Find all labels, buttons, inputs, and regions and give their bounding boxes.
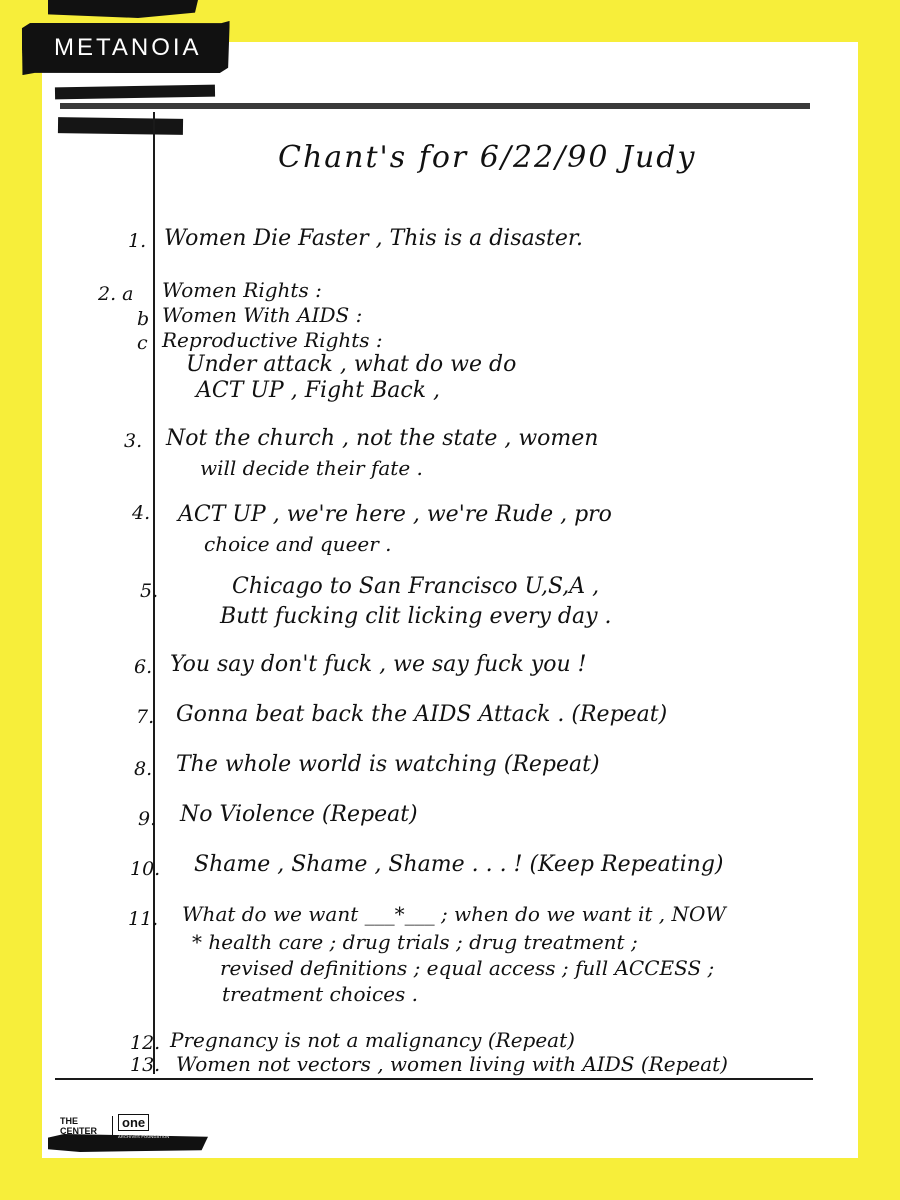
chant-line: Women Rights : — [162, 278, 322, 302]
brand-brush-stroke — [48, 0, 198, 18]
item-number: 11. — [128, 908, 159, 930]
chant-line: Not the church , not the state , women — [166, 426, 599, 451]
document-title: Chant's for 6/22/90 Judy — [278, 140, 697, 175]
chant-line: What do we want ___*___ ; when do we want it , NOW — [182, 902, 726, 926]
chant-line: Reproductive Rights : — [162, 328, 383, 352]
item-number: c — [137, 332, 148, 354]
chant-line: treatment choices . — [222, 982, 419, 1006]
chant-line: Women Die Faster , This is a disaster. — [164, 226, 583, 251]
item-number: 2. a — [98, 283, 134, 305]
item-number: 3. — [124, 430, 143, 452]
logo-center-text: THE CENTER — [60, 1116, 98, 1136]
chant-line: revised definitions ; equal access ; full ACCESS ; — [220, 956, 715, 980]
item-number: 10. — [130, 858, 161, 880]
chant-line: You say don't fuck , we say fuck you ! — [170, 652, 587, 677]
item-number: 12. — [130, 1032, 161, 1054]
chant-line: * health care ; drug trials ; drug treatment ; — [192, 930, 638, 954]
chant-line: Gonna beat back the AIDS Attack . (Repeat) — [176, 702, 668, 727]
bottom-rule — [55, 1078, 813, 1080]
chant-line: Chicago to San Francisco U,S,A , — [232, 574, 600, 599]
item-number: 7. — [136, 706, 155, 728]
document-page — [42, 42, 858, 1158]
chant-line: Pregnancy is not a malignancy (Repeat) — [170, 1028, 575, 1052]
logo-sub-text: ARCHIVES FOUNDATION — [118, 1134, 170, 1139]
chant-line: No Violence (Repeat) — [180, 802, 418, 827]
redaction-bar — [58, 117, 183, 135]
brand-name: METANOIA — [54, 34, 202, 61]
chant-line: Under attack , what do we do — [186, 352, 517, 377]
chant-line: ACT UP , we're here , we're Rude , pro — [178, 502, 612, 527]
footer-logo — [48, 1106, 208, 1162]
chant-line: ACT UP , Fight Back , — [196, 378, 441, 403]
item-number: 5. — [140, 580, 159, 602]
chant-line: will decide their fate . — [200, 456, 423, 480]
chant-line: Butt fucking clit licking every day . — [220, 604, 612, 629]
item-number: b — [137, 308, 150, 330]
item-number: 4. — [132, 502, 151, 524]
item-number: 8. — [134, 758, 153, 780]
chant-line: Women With AIDS : — [162, 303, 363, 327]
item-number: 13. — [130, 1054, 161, 1076]
redaction-bar — [60, 103, 810, 109]
item-number: 6. — [134, 656, 153, 678]
item-number: 1. — [128, 230, 147, 252]
chant-line: choice and queer . — [204, 532, 392, 556]
chant-line: The whole world is watching (Repeat) — [176, 752, 600, 777]
chant-line: Shame , Shame , Shame . . . ! (Keep Repeating) — [194, 852, 724, 877]
logo-one-text: one — [118, 1114, 149, 1131]
chant-line: Women not vectors , women living with AIDS (Repeat) — [176, 1052, 728, 1076]
item-number: 9. — [138, 808, 157, 830]
logo-separator — [112, 1116, 113, 1138]
